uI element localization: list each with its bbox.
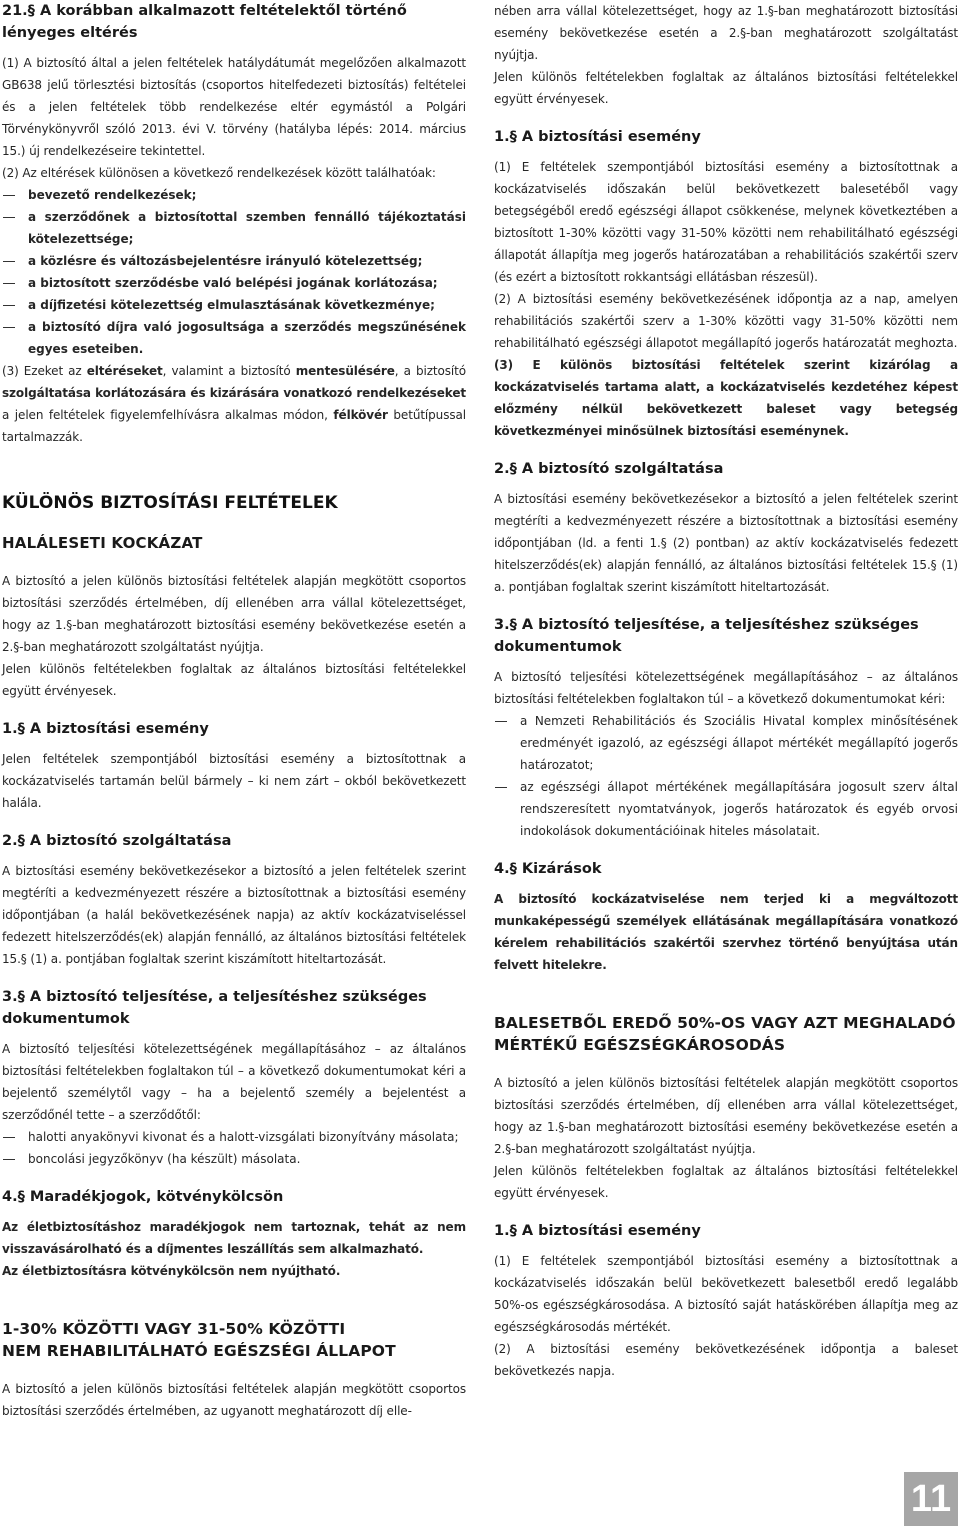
list-item: bevezető rendelkezések; [2, 184, 466, 206]
list-item: az egészségi állapot mértékének megállapítására jogosult szerv által rendszeresített nyomtatványok, jogerős határozatok és egyéb orvosi indokolások dokumentációinak hiteles másolatait. [494, 776, 958, 842]
baleset-title: BALESETBŐL EREDŐ 50%-OS VAGY AZT MEGHALADÓ MÉRTÉKŰ EGÉSZSÉGKÁROSODÁS [494, 1014, 956, 1054]
halaleseti-s4-paragraph-2: Az életbiztosításra kötvénykölcsön nem nyújtható. [2, 1264, 341, 1278]
rehab-s4-paragraph: A biztosító kockázatviselése nem terjed ki a megváltozott munkaképességű személyek ellátásának megállapítására vonatkozó kérelem rehabilitációs szakértői szervhez történő benyújtása után felvett hitelekre. [494, 892, 958, 972]
list-item: a közlésre és változásbejelentésre irányuló kötelezettség; [2, 250, 466, 272]
section-21-list [2, 184, 466, 360]
list-item: boncolási jegyzőkönyv (ha készült) másolata. [2, 1148, 466, 1170]
halaleseti-s2-title: 2.§ A biztosító szolgáltatása [2, 833, 232, 849]
halaleseti-s4-title: 4.§ Maradékjogok, kötvénykölcsön [2, 1189, 284, 1205]
halaleseti-paragraph-1: A biztosító a jelen különös biztosítási feltételek alapján megkötött csoportos biztosítási szerződés értelmében, díj ellenében arra vállal kötelezettséget, hogy az 1.§-ban meghatározott biztosítási esemény bekövetkezése esetén a 2.§-ban meghatározott szolgáltatást nyújtja. [2, 574, 466, 654]
baleset-paragraph-2: Jelen különös feltételekben foglaltak az általános biztosítási feltételekkel együtt érvényesek. [494, 1164, 958, 1200]
rehab-s1-title: 1.§ A biztosítási esemény [494, 129, 701, 145]
baleset-s1-paragraph-2: (2) A biztosítási esemény bekövetkezésének időpontja a baleset bekövetkezés napja. [494, 1342, 958, 1378]
rehab-paragraph-continued: nében arra vállal kötelezettséget, hogy az 1.§-ban meghatározott biztosítási esemény bekövetkezése esetén a 2.§-ban meghatározott szolgáltatást nyújtja. [494, 4, 958, 62]
rehab-paragraph-2: Jelen különös feltételekben foglaltak az általános biztosítási feltételekkel együtt érvényesek. [494, 70, 958, 106]
rehab-s3-list [494, 710, 958, 842]
list-item: a díjfizetési kötelezettség elmulasztásának következménye; [2, 294, 466, 316]
right-column [494, 0, 958, 1382]
rehab-s1-paragraph-2: (2) A biztosítási esemény bekövetkezésének időpontja az a nap, amelyen rehabilitációs szakértői szerv a 1-30% közötti vagy 31-50% közötti nem rehabilitálható egészségi állapotot megállapító jogerős határozatát meghozta. [494, 292, 958, 350]
section-21-paragraph-1: (1) A biztosító által a jelen feltételek hatálydátumát megelőzően alkalmazott GB638 jelű törlesztési biztosítás (csoportos hitelfedezeti biztosítás) feltételei és a jelen feltételek több rendelkezése eltér egymástól a Polgári Törvénykönyvről szóló 2013. évi V. törvény (hatályba lépés: 2014. március 15.) új rendelkezéseire tekintettel. [2, 56, 466, 158]
rehab-s1-paragraph-1: (1) E feltételek szempontjából biztosítási esemény a biztosítottnak a kockázatviselés időszakán belül bekövetkezett balesetéből vagy betegségéből eredő egészségi állapot csökkenése, melynek következtében a biztosított 1-30% közötti vagy 31-50% közötti nem rehabilitálható egészségi állapotát állapítja meg jogerős határozatában a rehabilitációs szakértői szerv (és ezért a biztosított rokkantsági ellátásban részesül). [494, 160, 958, 284]
rehab-s3-title: 3.§ A biztosító teljesítése, a teljesítéshez szükséges dokumentumok [494, 617, 919, 655]
section-21-paragraph-2: (2) Az eltérések különösen a következő rendelkezések között találhatóak: [2, 166, 436, 180]
rehab-paragraph-start: A biztosító a jelen különös biztosítási feltételek alapján megkötött csoportos biztosítási szerződés értelmében, az ugyanott meghatározott díj elle- [2, 1382, 466, 1418]
rehab-s1-paragraph-3: (3) E különös biztosítási feltételek szerint kizárólag a kockázatviselés tartama alatt, a kockázatviselés kezdetéhez képest előzmény nélkül bekövetkezett baleset vagy betegség következményei minősülnek biztosítási eseménynek. [494, 358, 958, 438]
left-column [2, 0, 466, 1422]
halaleseti-s3-title: 3.§ A biztosító teljesítése, a teljesítéshez szükséges dokumentumok [2, 989, 427, 1027]
rehab-s2-paragraph: A biztosítási esemény bekövetkezésekor a biztosító a jelen feltételek szerint megtéríti a kedvezményezett részére a biztosítottnak a biztosítási esemény időpontjában (ld. a fenti 1.§ (2) pontban) az aktív kockázatviselés fedezett hitelszerződés(ek) alapján fennálló, az általános biztosítási feltételek 15.§ (1) a. pontjában foglaltak szerint kiszámított hiteltartozását. [494, 492, 958, 594]
list-item: halotti anyakönyvi kivonat és a halott-vizsgálati bizonyítvány másolata; [2, 1126, 466, 1148]
rehab-s4-title: 4.§ Kizárások [494, 861, 602, 877]
halaleseti-s3-list [2, 1126, 466, 1170]
halaleseti-s1-title: 1.§ A biztosítási esemény [2, 721, 209, 737]
section-21-paragraph-3: (3) Ezeket az eltéréseket, valamint a biztosító mentesülésére, a biztosító szolgáltatása korlátozására és kizárására vonatkozó rendelkezéseket a jelen feltételek figyelemfelhívásra alkalmas módon, félkövér betűtípussal tartalmazzák. [2, 364, 466, 444]
baleset-s1-title: 1.§ A biztosítási esemény [494, 1223, 701, 1239]
halaleseti-s4-paragraph-1: Az életbiztosításhoz maradékjogok nem tartoznak, tehát az nem visszavásárolható és a díjmentes leszállítás sem alkalmazható. [2, 1220, 466, 1256]
page-number: 11 [904, 1472, 958, 1526]
halaleseti-s2-paragraph: A biztosítási esemény bekövetkezésekor a biztosító a jelen feltételek szerint megtéríti a kedvezményezett részére a biztosítottnak a biztosítási esemény időpontjában (a halál bekövetkezésének napja) az aktív kockázatviseléssel fedezett hitelszerződés(ek) alapján fennálló, az általános biztosítási feltételek 15.§ (1) a. pontjában foglaltak szerint kiszámított hiteltartozását. [2, 864, 466, 966]
list-item: a biztosító díjra való jogosultsága a szerződés megszűnésének egyes eseteiben. [2, 316, 466, 360]
list-item: a szerződőnek a biztosítottal szemben fennálló tájékoztatási kötelezettsége; [2, 206, 466, 250]
rehab-s3-paragraph: A biztosító teljesítési kötelezettségének megállapításához – az általános biztosítási feltételekben foglaltakon túl – a következő dokumentumokat kéri: [494, 670, 958, 706]
list-item: a Nemzeti Rehabilitációs és Szociális Hivatal komplex minősítésének eredményét igazoló, az egészségi állapot mértékét megállapító jogerős határozatot; [494, 710, 958, 776]
rehab-title-line-1: 1-30% KÖZÖTTI VAGY 31-50% KÖZÖTTI [2, 1320, 346, 1338]
section-21-title: 21.§ A korábban alkalmazott feltételektől történő lényeges eltérés [2, 3, 407, 41]
baleset-s1-paragraph-1: (1) E feltételek szempontjából biztosítási esemény a biztosítottnak a kockázatviselés időszakán belül bekövetkezett balesetből eredő legalább 50%-os egészségkárosodása. A biztosító saját hatáskörében állapítja meg az egészségkárosodás mértékét. [494, 1254, 958, 1334]
halaleseti-title: HALÁLESETI KOCKÁZAT [2, 534, 203, 552]
main-title: KÜLÖNÖS BIZTOSÍTÁSI FELTÉTELEK [2, 493, 338, 513]
halaleseti-s1-paragraph: Jelen feltételek szempontjából biztosítási esemény a biztosítottnak a kockázatviselés tartamán belül bármely – ki nem zárt – okból bekövetkezett halála. [2, 752, 466, 810]
rehab-s2-title: 2.§ A biztosító szolgáltatása [494, 461, 724, 477]
baleset-paragraph-1: A biztosító a jelen különös biztosítási feltételek alapján megkötött csoportos biztosítási szerződés értelmében, díj ellenében arra vállal kötelezettséget, hogy az 1.§-ban meghatározott biztosítási esemény bekövetkezése esetén a 2.§-ban meghatározott szolgáltatást nyújtja. [494, 1076, 958, 1156]
rehab-title-line-2: NEM REHABILITÁLHATÓ EGÉSZSÉGI ÁLLAPOT [2, 1342, 396, 1360]
halaleseti-s3-paragraph: A biztosító teljesítési kötelezettségének megállapításához – az általános biztosítási feltételekben foglaltakon túl – a következő dokumentumokat kéri a bejelentő személytől vagy – ha a bejelentő személy a bejelentést a szerződőnél tette – a szerződőtől: [2, 1042, 466, 1122]
halaleseti-paragraph-2: Jelen különös feltételekben foglaltak az általános biztosítási feltételekkel együtt érvényesek. [2, 662, 466, 698]
list-item: a biztosított szerződésbe való belépési jogának korlátozása; [2, 272, 466, 294]
